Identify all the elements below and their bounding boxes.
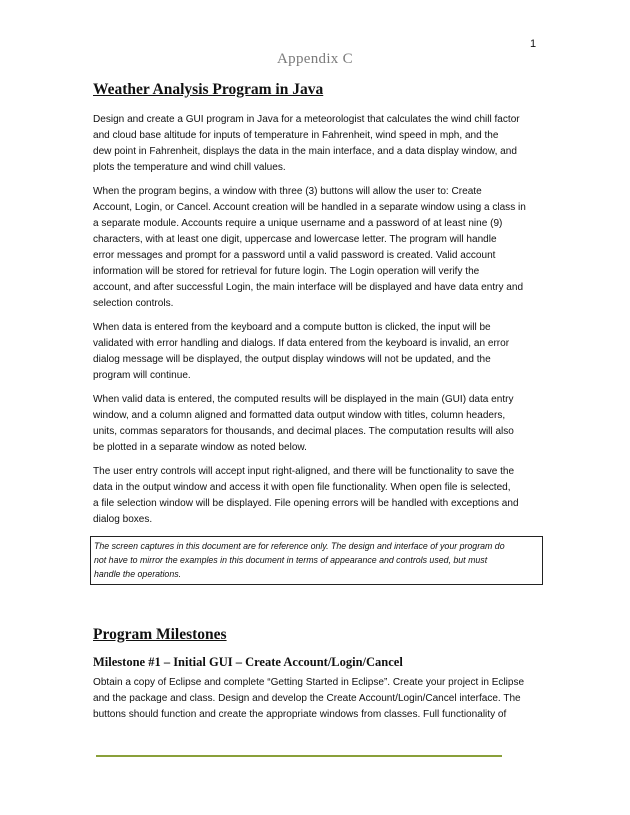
text-line: units, commas separators for thousands, and decimal places. The computation results will also: [93, 426, 514, 437]
paragraph-1: [93, 112, 543, 176]
note-line: handle the operations.: [94, 569, 182, 579]
text-line: Account, Login, or Cancel. Account creation will be handled in a separate window using a class in: [93, 202, 526, 213]
text-line: a separate module. Accounts require a unique username and a password of at least nine (9): [93, 218, 503, 229]
text-line: Obtain a copy of Eclipse and complete “Getting Started in Eclipse”. Create your project in Eclipse: [93, 677, 525, 688]
text-line: error messages and prompt for a password until a valid password is created. Valid account: [93, 250, 496, 261]
text-line: selection controls.: [93, 298, 174, 309]
paragraph-4: [93, 392, 543, 456]
text-line: When data is entered from the keyboard and a compute button is clicked, the input will be: [93, 322, 491, 333]
reference-note-box: [90, 536, 543, 585]
text-line: validated with error handling and dialogs. If data entered from the keyboard is invalid, an error: [93, 338, 510, 349]
milestone-1-paragraph: [93, 675, 543, 723]
text-line: and the package and class. Design and develop the Create Account/Login/Cancel interface. The: [93, 693, 521, 704]
paragraph-3: [93, 320, 543, 384]
text-line: a file selection window will be displayed. File opening errors will be handled with exceptions and: [93, 498, 519, 509]
text-line: dew point in Fahrenheit, displays the data in the main interface, and a data display window, and: [93, 146, 517, 157]
text-line: characters, with at least one digit, uppercase and lowercase letter. The program will handle: [93, 234, 497, 245]
text-line: dialog message will be displayed, the output display windows will not be updated, and the: [93, 354, 491, 365]
appendix-title: Appendix C: [277, 51, 353, 67]
text-line: buttons should function and create the appropriate windows from classes. Full functionality of: [93, 709, 507, 720]
page-number: 1: [530, 38, 537, 50]
text-line: program will continue.: [93, 370, 191, 381]
document-body: [93, 80, 543, 723]
note-line: The screen captures in this document are for reference only. The design and interface of your program do: [94, 541, 505, 551]
milestones-title: Program Milestones: [93, 626, 227, 643]
note-line: not have to mirror the examples in this document in terms of appearance and controls used, but must: [94, 555, 488, 565]
text-line: account, and after successful Login, the main interface will be displayed and have data entry and: [93, 282, 524, 293]
text-line: The user entry controls will accept input right-aligned, and there will be functionality to save the: [93, 466, 515, 477]
text-line: be plotted in a separate window as noted below.: [93, 442, 307, 453]
text-line: information will be stored for retrieval for future login. The Login operation will verify the: [93, 266, 480, 277]
text-line: window, and a column aligned and formatted data output window with titles, column headers,: [93, 410, 506, 421]
section-title: Weather Analysis Program in Java: [93, 81, 324, 98]
text-line: Design and create a GUI program in Java for a meteorologist that calculates the wind chill factor: [93, 114, 520, 125]
paragraph-5: [93, 464, 543, 528]
footer-divider: [96, 755, 502, 757]
text-line: data in the output window and access it with open file functionality. When open file is selected,: [93, 482, 511, 493]
text-line: When valid data is entered, the computed results will be displayed in the main (GUI) data entry: [93, 394, 514, 405]
text-line: and cloud base altitude for inputs of temperature in Fahrenheit, wind speed in mph, and the: [93, 130, 499, 141]
text-line: plots the temperature and wind chill values.: [93, 162, 286, 173]
text-line: dialog boxes.: [93, 514, 153, 525]
text-line: When the program begins, a window with three (3) buttons will allow the user to: Create: [93, 186, 482, 197]
paragraph-2: [93, 184, 543, 312]
milestone-1-title: Milestone #1 – Initial GUI – Create Account/Login/Cancel: [93, 655, 403, 669]
